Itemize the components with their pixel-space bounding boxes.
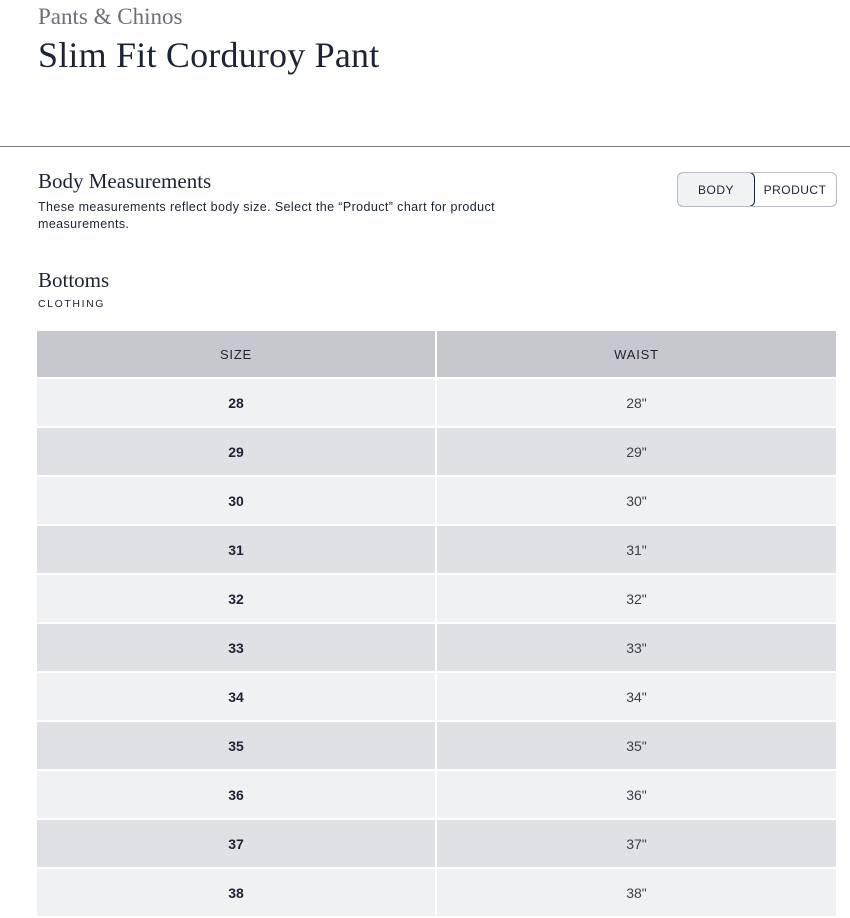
waist-cell: 36" bbox=[436, 770, 836, 819]
size-cell: 33 bbox=[37, 623, 436, 672]
waist-cell: 35" bbox=[436, 721, 836, 770]
group-title: Bottoms bbox=[38, 268, 110, 292]
waist-cell: 28" bbox=[436, 378, 836, 427]
measurements-title: Body Measurements bbox=[38, 169, 212, 193]
size-cell: 34 bbox=[37, 672, 436, 721]
header-divider bbox=[0, 146, 850, 147]
waist-cell: 33" bbox=[436, 623, 836, 672]
size-cell: 28 bbox=[37, 378, 436, 427]
body-toggle-button[interactable]: BODY bbox=[677, 172, 755, 207]
table-row bbox=[37, 574, 836, 623]
product-toggle-button[interactable]: PRODUCT bbox=[763, 182, 827, 197]
table-row bbox=[37, 868, 836, 917]
product-category: Pants & Chinos bbox=[38, 4, 183, 29]
group-subtitle: CLOTHING bbox=[38, 298, 106, 310]
table-row bbox=[37, 672, 836, 721]
waist-cell: 38" bbox=[436, 868, 836, 917]
waist-cell: 29" bbox=[436, 427, 836, 476]
size-cell: 29 bbox=[37, 427, 436, 476]
table-row bbox=[37, 427, 836, 476]
waist-cell: 31" bbox=[436, 525, 836, 574]
product-title: Slim Fit Corduroy Pant bbox=[38, 35, 380, 75]
size-chart-table bbox=[37, 331, 836, 918]
waist-cell: 37" bbox=[436, 819, 836, 868]
size-cell: 38 bbox=[37, 868, 436, 917]
table-row bbox=[37, 476, 836, 525]
waist-cell: 32" bbox=[436, 574, 836, 623]
table-row bbox=[37, 623, 836, 672]
chart-type-toggle bbox=[677, 172, 837, 207]
table-row bbox=[37, 378, 836, 427]
table-row bbox=[37, 819, 836, 868]
size-cell: 31 bbox=[37, 525, 436, 574]
table-row bbox=[37, 525, 836, 574]
size-column-header: SIZE bbox=[37, 331, 436, 378]
size-cell: 37 bbox=[37, 819, 436, 868]
table-row bbox=[37, 721, 836, 770]
size-cell: 36 bbox=[37, 770, 436, 819]
table-row bbox=[37, 770, 836, 819]
measurements-description: These measurements reflect body size. Select the “Product” chart for product measurements. bbox=[38, 200, 495, 231]
size-cell: 35 bbox=[37, 721, 436, 770]
size-cell: 30 bbox=[37, 476, 436, 525]
size-cell: 32 bbox=[37, 574, 436, 623]
waist-cell: 34" bbox=[436, 672, 836, 721]
waist-column-header: WAIST bbox=[436, 331, 836, 378]
table-header-row bbox=[37, 331, 836, 378]
waist-cell: 30" bbox=[436, 476, 836, 525]
